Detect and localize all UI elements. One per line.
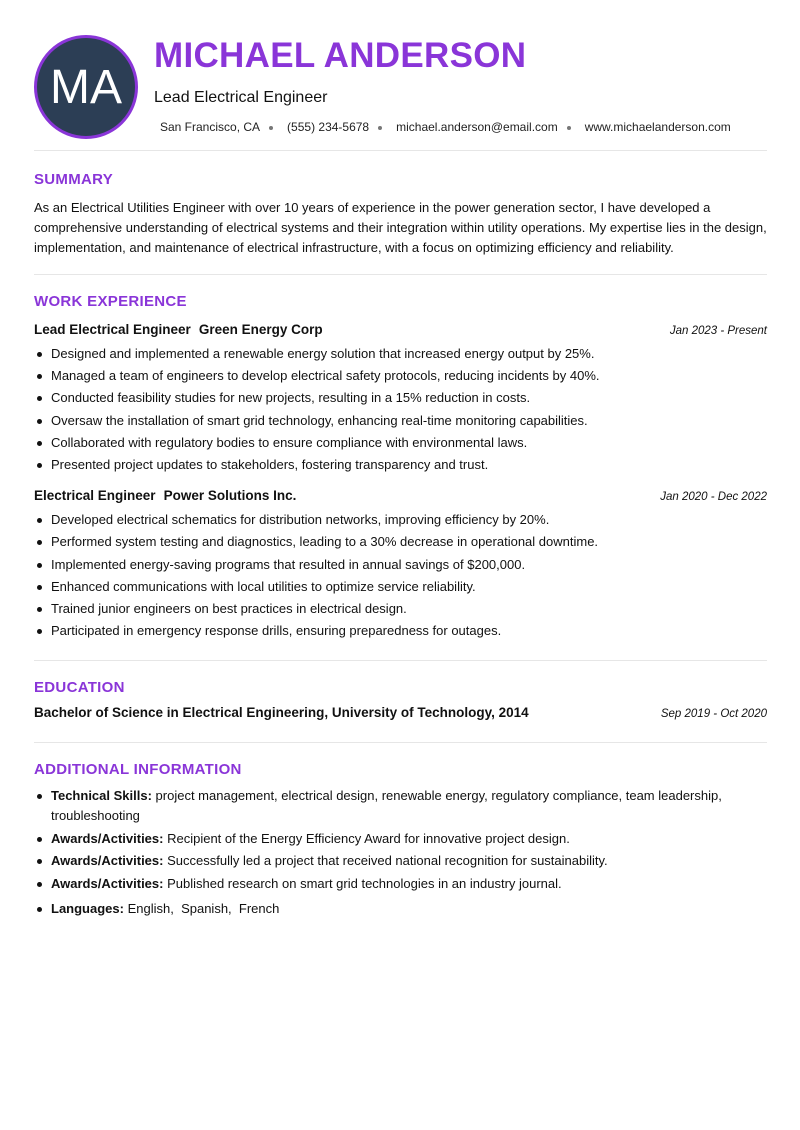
job-bullet: Designed and implemented a renewable energy solution that increased energy output by 25%. (34, 343, 767, 365)
info-item-award (34, 829, 767, 849)
info-text: project management, electrical design, renewable energy, regulatory compliance, team leadership, troubleshooting (51, 788, 722, 824)
section-heading-work-experience: WORK EXPERIENCE (34, 293, 187, 310)
education-degree: Bachelor of Science in Electrical Engineering, University of Technology, 2014 (34, 705, 529, 721)
job-dates: Jan 2023 - Present (669, 325, 767, 337)
job-dates: Jan 2020 - Dec 2022 (660, 491, 767, 504)
job-bullet: Conducted feasibility studies for new projects, resulting in a 15% reduction in costs. (34, 387, 767, 409)
job-bullet: Developed electrical schematics for distribution networks, improving efficiency by 20%. (34, 509, 767, 531)
info-item-languages (34, 899, 767, 919)
candidate-name: MICHAEL ANDERSON (154, 36, 527, 75)
section-heading-additional-information: ADDITIONAL INFORMATION (34, 761, 242, 779)
job-bullets (34, 509, 767, 642)
info-label: Awards/Activities: (51, 830, 164, 846)
contact-phone: (555) 234-5678 (287, 120, 370, 134)
work-experience-section (34, 275, 767, 660)
job-bullet: Trained junior engineers on best practices in electrical design. (34, 598, 767, 620)
job-title (34, 322, 323, 337)
section-heading-summary: SUMMARY (34, 171, 114, 188)
summary-section (34, 151, 767, 274)
job-bullet: Oversaw the installation of smart grid technology, enhancing real-time monitoring capabilities. (34, 410, 767, 432)
job-company: Power Solutions Inc. (163, 488, 297, 504)
job-bullet: Managed a team of engineers to develop electrical safety protocols, reducing incidents by 40%. (34, 365, 767, 387)
job-title (34, 488, 296, 503)
info-label: Awards/Activities: (51, 875, 164, 891)
separator-dot-icon (269, 126, 273, 130)
info-text: Published research on smart grid technologies in an industry journal. (167, 875, 562, 891)
section-heading-education: EDUCATION (34, 679, 125, 697)
additional-information-section (34, 743, 767, 919)
summary-text: As an Electrical Utilities Engineer with over 10 years of experience in the power generation sector, I have developed a comprehensive understanding of electrical systems and their integration within utility operations. My expertise lies in the design, implementation, and maintenance of electrical infrastructure, with a focus on optimizing efficiency and reliability. (34, 200, 767, 255)
job-company: Green Energy Corp (198, 322, 323, 337)
info-item-technical-skills (34, 786, 767, 826)
job-entry (34, 322, 767, 476)
job-entry (34, 488, 767, 642)
avatar-initials: MA (50, 60, 122, 114)
info-text: English, Spanish, French (127, 900, 280, 916)
job-bullet: Implemented energy-saving programs that resulted in annual savings of $200,000. (34, 554, 767, 576)
education-section (34, 661, 767, 742)
avatar (34, 35, 138, 139)
job-bullet: Presented project updates to stakeholders, fostering transparency and trust. (34, 454, 767, 476)
info-item-award (34, 874, 767, 894)
job-header (34, 322, 767, 337)
job-bullet: Participated in emergency response drills, ensuring preparedness for outages. (34, 620, 767, 642)
education-dates: Sep 2019 - Oct 2020 (660, 708, 767, 721)
contact-line (160, 120, 731, 134)
resume-header (34, 0, 767, 150)
job-bullet: Performed system testing and diagnostics, leading to a 30% decrease in operational downtime. (34, 531, 767, 553)
separator-dot-icon (378, 126, 382, 130)
contact-email[interactable]: michael.anderson@email.com (396, 120, 558, 134)
resume-page (34, 0, 767, 921)
contact-location: San Francisco, CA (160, 120, 261, 134)
info-item-award (34, 851, 767, 871)
additional-info-list (34, 786, 767, 919)
job-bullet: Enhanced communications with local utilities to optimize service reliability. (34, 576, 767, 598)
info-label: Languages: (51, 900, 124, 916)
info-label: Awards/Activities: (51, 853, 164, 869)
candidate-title: Lead Electrical Engineer (154, 89, 328, 106)
info-text: Successfully led a project that received national recognition for sustainability. (167, 853, 608, 869)
contact-website[interactable]: www.michaelanderson.com (584, 120, 731, 134)
job-role: Electrical Engineer (34, 488, 156, 504)
info-text: Recipient of the Energy Efficiency Award for innovative project design. (167, 830, 570, 846)
job-header (34, 488, 767, 503)
info-label: Technical Skills: (51, 788, 152, 804)
job-bullet: Collaborated with regulatory bodies to ensure compliance with environmental laws. (34, 432, 767, 454)
job-role: Lead Electrical Engineer (34, 322, 191, 337)
education-entry (34, 705, 767, 720)
job-bullets (34, 343, 767, 476)
separator-dot-icon (567, 126, 571, 130)
